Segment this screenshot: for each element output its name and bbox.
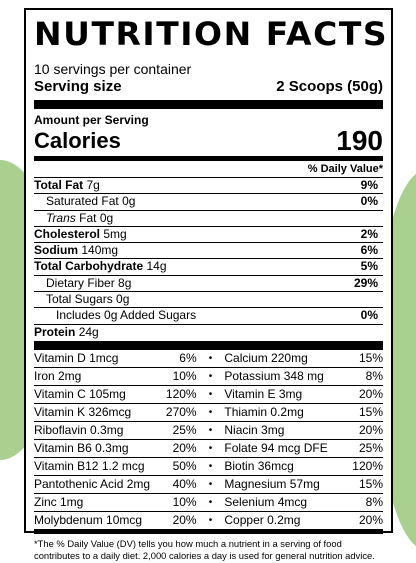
nutrient-row: [34, 178, 383, 194]
vitamin-row: [34, 386, 383, 404]
vitamin-left-name: Vitamin K 326mcg: [34, 404, 132, 419]
vitamin-left-dv: 120%: [165, 386, 197, 401]
nutrient-dv: [338, 292, 383, 307]
vitamin-right-dv: 20%: [358, 386, 383, 401]
vitamin-right-name: Biotin 36mcg: [224, 458, 294, 473]
nutrient-dv: 2%: [360, 226, 378, 241]
nutrient-name: Saturated Fat: [46, 194, 119, 209]
vitamin-right-name: Magnesium 57mg: [224, 476, 320, 491]
footnote: *The % Daily Value (DV) tells you how much a nutrient in a serving of food contributes to a daily diet. 2,000 calories a day is used for general nutrition advice.: [34, 537, 375, 562]
vitamin-left-dv: 40%: [172, 476, 197, 491]
nutrient-name: Includes 0g Added Sugars: [56, 308, 197, 323]
serving-size-value: 2 Scoops (50g): [276, 78, 383, 95]
vitamin-right-dv: 15%: [358, 404, 383, 419]
protein-row: [34, 324, 383, 350]
bullet-separator: •: [208, 442, 213, 454]
bullet-separator: •: [208, 370, 213, 382]
nutrient-dv: 5%: [360, 259, 378, 274]
vitamin-row: [34, 476, 383, 494]
nutrient-name: Total Carbohydrate: [34, 259, 144, 274]
vitamin-left-dv: 10%: [172, 494, 197, 509]
vitamin-right-name: Copper 0.2mg: [224, 512, 301, 527]
nutrient-dv: 9%: [360, 178, 378, 192]
vitamin-left-name: Pantothenic Acid 2mg: [34, 476, 151, 491]
nutrient-row: [34, 227, 383, 243]
calories-row: [34, 126, 383, 161]
vitamin-left-dv: 50%: [172, 458, 197, 473]
vitamin-right-dv: 120%: [352, 458, 383, 473]
vitamin-right-dv: 20%: [358, 422, 383, 437]
vitamin-right-dv: 8%: [365, 368, 383, 383]
bullet-separator: •: [208, 424, 213, 436]
nutrient-name: Trans: [46, 210, 76, 225]
protein-label: Protein: [34, 324, 76, 339]
nutrient-row: [34, 194, 383, 210]
bullet-separator: •: [208, 406, 213, 418]
nutrient-amount: 7g: [86, 178, 100, 192]
nutrition-facts-label: [24, 8, 393, 562]
vitamin-right-dv: 8%: [365, 494, 383, 509]
nutrient-row: [34, 276, 383, 292]
vitamin-row: [34, 350, 383, 368]
nutrient-row: [34, 243, 383, 259]
nutrient-amount: 14g: [146, 259, 167, 274]
vitamin-right-dv: 15%: [358, 476, 383, 491]
vitamin-left-dv: 6%: [179, 350, 197, 365]
serving-size-row: [34, 78, 383, 109]
nutrient-name: Dietary Fiber: [46, 275, 115, 290]
vitamin-right-name: Folate 94 mcg DFE: [224, 440, 328, 455]
vitamin-left-dv: 20%: [172, 440, 197, 455]
vitamin-right-name: Vitamin E 3mg: [224, 386, 303, 401]
calories-label: Calories: [34, 128, 121, 153]
nutrient-dv: 6%: [360, 243, 378, 258]
nutrient-dv: 0%: [360, 308, 378, 323]
vitamin-row: [34, 404, 383, 422]
nutrient-amount: 8g: [118, 275, 132, 290]
servings-per-container: 10 servings per container: [34, 61, 192, 77]
vitamin-right-name: Thiamin 0.2mg: [224, 404, 304, 419]
bullet-separator: •: [208, 352, 213, 364]
serving-size-label: Serving size: [34, 78, 122, 95]
nutrient-dv: 29%: [353, 275, 378, 290]
vitamin-left-name: Riboflavin 0.3mg: [34, 422, 124, 437]
vitamin-left-name: Vitamin D 1mcg: [34, 350, 119, 365]
vitamin-row: [34, 458, 383, 476]
bullet-separator: •: [208, 514, 213, 526]
amount-per-serving: Amount per Serving: [34, 113, 149, 127]
nutrient-row: [34, 292, 383, 308]
nutrient-dv: 0%: [360, 194, 378, 209]
protein-amount: 24g: [78, 324, 99, 339]
vitamin-left-dv: 10%: [172, 368, 197, 383]
nutrient-name: Total Sugars: [46, 292, 113, 307]
nutrient-amount: 0g: [116, 292, 130, 307]
vitamin-right-name: Calcium 220mg: [224, 350, 308, 365]
vitamin-left-dv: 20%: [172, 512, 197, 527]
bullet-separator: •: [208, 460, 213, 472]
vitamin-left-name: Iron 2mg: [34, 368, 82, 383]
nutrient-name: Cholesterol: [34, 226, 101, 241]
nutrient-amount: 140mg: [81, 243, 119, 258]
daily-value-header: % Daily Value*: [34, 161, 383, 178]
vitamin-left-dv: 25%: [172, 422, 197, 437]
vitamin-mineral-table: [34, 350, 383, 534]
vitamin-row: [34, 440, 383, 458]
vitamin-right-dv: 15%: [358, 350, 383, 365]
nutrient-row: [34, 259, 383, 275]
vitamin-row: [34, 422, 383, 440]
vitamin-right-name: Potassium 348 mg: [224, 368, 324, 383]
vitamin-row: [34, 368, 383, 386]
vitamin-right-name: Niacin 3mg: [224, 422, 285, 437]
vitamin-left-name: Vitamin C 105mg: [34, 386, 126, 401]
vitamin-left-dv: 270%: [165, 404, 197, 419]
bullet-separator: •: [208, 388, 213, 400]
vitamin-right-dv: 20%: [358, 512, 383, 527]
vitamin-left-name: Molybdenum 10mcg: [34, 512, 143, 527]
vitamin-left-name: Vitamin B6 0.3mg: [34, 440, 129, 455]
nutrient-amount: Fat 0g: [79, 210, 114, 225]
vitamin-right-dv: 25%: [358, 440, 383, 455]
bullet-separator: •: [208, 496, 213, 508]
vitamin-left-name: Vitamin B12 1.2 mcg: [34, 458, 145, 473]
vitamin-right-name: Selenium 4mcg: [224, 494, 308, 509]
bullet-separator: •: [208, 478, 213, 490]
vitamin-row: [34, 494, 383, 512]
calories-value: 190: [336, 125, 383, 156]
nutrient-dv: [338, 211, 383, 226]
label-title: NUTRITION FACTS: [34, 15, 389, 53]
nutrient-row: [34, 211, 383, 227]
nutrient-name: Sodium: [34, 243, 78, 258]
nutrient-amount: 5mg: [103, 226, 127, 241]
vitamin-left-name: Zinc 1mg: [34, 494, 84, 509]
vitamin-row: [34, 512, 383, 529]
nutrient-row: [34, 308, 383, 323]
nutrient-amount: 0g: [122, 194, 136, 209]
nutrient-name: Total Fat: [34, 178, 84, 192]
